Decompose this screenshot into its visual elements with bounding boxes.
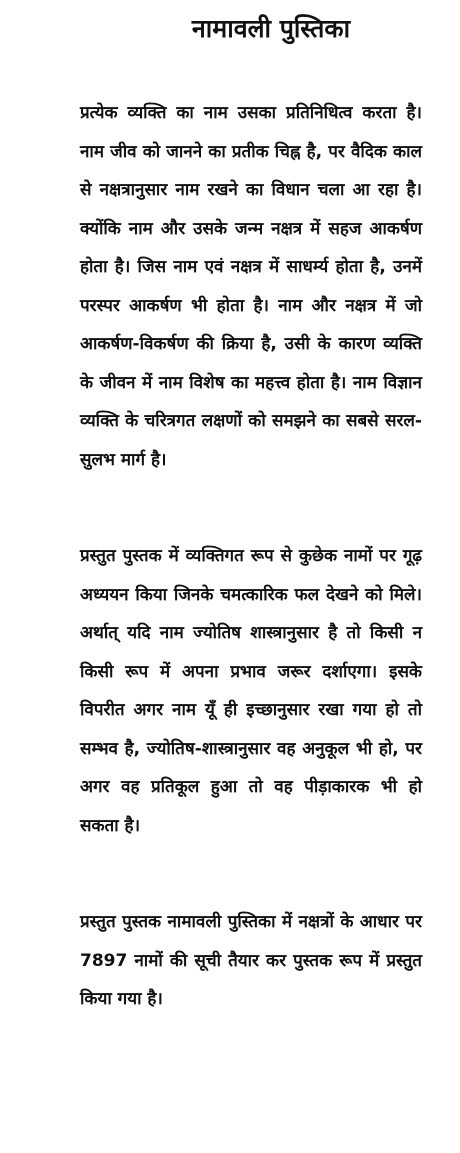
paragraph-3: प्रस्तुत पुस्तक नामावली पुस्तिका में नक्षत्रों के आधार पर 7897 नामों की सूची तैयार कर पुस्तक रूप में प्रस्तुत किया गया है। [80,912,422,1009]
paragraph-1: प्रत्येक व्यक्ति का नाम उसका प्रतिनिधित्व करता है। नाम जीव को जानने का प्रतीक चिह्न है, पर वैदिक काल से नक्षत्रानुसार नाम रखने का विधान चला आ रहा है। क्योंकि नाम और उसके जन्म नक्षत्र में सहज आकर्षण होता है। जिस नाम एवं नक्षत्र में साधर्म्य होता है, उनमें परस्पर आकर्षण भी होता है। नाम और नक्षत्र में जो आकर्षण-विकर्षण की क्रिया है, उसी के कारण व्यक्ति के जीवन में नाम विशेष का महत्त्व होता है। नाम विज्ञान व्यक्ति के चरित्रगत लक्षणों को समझने का सबसे सरल-सुलभ मार्ग है। [80,103,422,470]
page-title: नामावली पुस्तिका [191,14,351,43]
paragraph-2: प्रस्तुत पुस्तक में व्यक्तिगत रूप से कुछेक नामों पर गूढ़ अध्ययन किया जिनके चमत्कारिक फल देखने को मिले। अर्थात् यदि नाम ज्योतिष शास्त्रानुसार है तो किसी न किसी रूप में अपना प्रभाव जरूर दर्शाएगा। इसके विपरीत अगर नाम यूँ ही इच्छानुसार रखा गया हो तो सम्भव है, ज्योतिष-शास्त्रानुसार वह अनुकूल भी हो, पर अगर वह प्रतिकूल हुआ तो वह पीड़ाकारक भी हो सकता है। [80,546,422,836]
